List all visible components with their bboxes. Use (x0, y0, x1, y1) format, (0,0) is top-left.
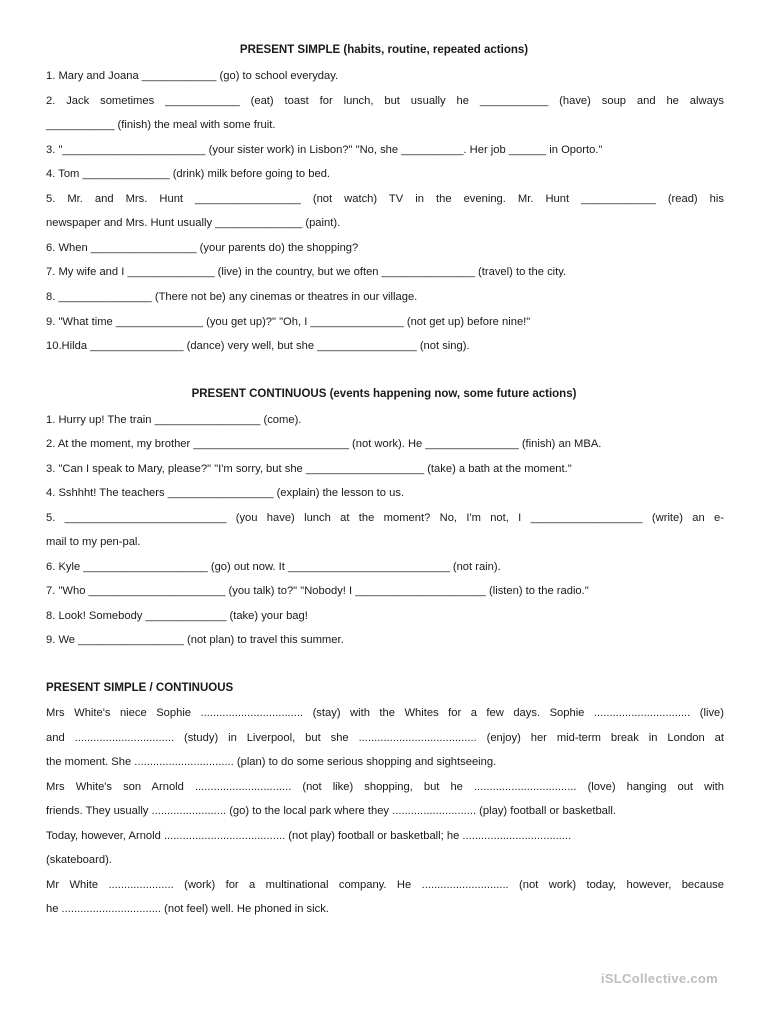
exercise-line: 5. Mr. and Mrs. Hunt _________________ (not watch) TV in the evening. Mr. Hunt ____________ (read) his (46, 193, 724, 205)
exercise-line: the moment. She ................................ (plan) to do some serious shopping and sightseeing. (46, 756, 497, 768)
exercise-line: 5. __________________________ (you have) lunch at the moment? No, I'm not, I __________________ (write) an e- (46, 512, 724, 524)
exercise-line: 2. At the moment, my brother _________________________ (not work). He _______________ (finish) an MBA. (46, 438, 602, 450)
exercise-line: 1. Hurry up! The train _________________ (come). (46, 414, 302, 426)
exercise-line: he ................................ (not feel) well. He phoned in sick. (46, 903, 329, 915)
exercise-line: newspaper and Mrs. Hunt usually ______________ (paint). (46, 217, 341, 229)
exercise-line: (skateboard). (46, 854, 112, 866)
watermark-footer: iSLCollective.com (600, 971, 718, 986)
exercise-line: Today, however, Arnold ....................................... (not play) football or basketball; he ................................... (46, 830, 572, 842)
exercise-line: ___________ (finish) the meal with some fruit. (46, 119, 276, 131)
exercise-line: 8. Look! Somebody _____________ (take) your bag! (46, 610, 308, 622)
exercise-line: 3. "Can I speak to Mary, please?" "I'm sorry, but she ___________________ (take) a bath at the moment." (46, 463, 572, 475)
exercise-line: 3. "_______________________ (your sister work) in Lisbon?" "No, she __________. Her job ______ in Oporto." (46, 144, 603, 156)
exercise-line: Mrs White's niece Sophie ................................. (stay) with the Whites for a few days. Sophie ............................... (live) (46, 707, 724, 719)
exercise-line: 1. Mary and Joana ____________ (go) to school everyday. (46, 70, 339, 82)
exercise-line: Mr White ..................... (work) for a multinational company. He ............................ (not work) today, however, because (46, 879, 724, 891)
exercise-line: friends. They usually ........................ (go) to the local park where they ........................... (play) football or basketball. (46, 805, 616, 817)
section-title-present-continuous: PRESENT CONTINUOUS (events happening now, some future actions) (191, 388, 577, 400)
exercise-line: 7. "Who ______________________ (you talk) to?" "Nobody! I _____________________ (listen) to the radio." (46, 585, 589, 597)
exercise-line: Mrs White's son Arnold ............................... (not like) shopping, but he ................................. (love) hanging out with (46, 781, 724, 793)
exercise-line: 4. Sshhht! The teachers _________________ (explain) the lesson to us. (46, 487, 405, 499)
section-title-simple-continuous: PRESENT SIMPLE / CONTINUOUS (46, 682, 234, 694)
exercise-line: and ................................ (study) in Liverpool, but she ...................................... (enjoy) her mid-term break in London at (46, 732, 724, 744)
exercise-line: mail to my pen-pal. (46, 536, 141, 548)
section-title-present-simple: PRESENT SIMPLE (habits, routine, repeated actions) (239, 44, 529, 56)
exercise-line: 6. Kyle ____________________ (go) out now. It __________________________ (not rain). (46, 561, 501, 573)
exercise-line: 10.Hilda _______________ (dance) very well, but she ________________ (not sing). (46, 340, 470, 352)
exercise-line: 7. My wife and I ______________ (live) in the country, but we often _______________ (travel) to the city. (46, 266, 567, 278)
exercise-line: 9. We _________________ (not plan) to travel this summer. (46, 634, 344, 646)
exercise-line: 8. _______________ (There not be) any cinemas or theatres in our village. (46, 291, 418, 303)
exercise-line: 6. When _________________ (your parents do) the shopping? (46, 242, 359, 254)
exercise-line: 9. "What time ______________ (you get up)?" "Oh, I _______________ (not get up) before nine!" (46, 316, 531, 328)
exercise-line: 4. Tom ______________ (drink) milk before going to bed. (46, 168, 331, 180)
exercise-line: 2. Jack sometimes ____________ (eat) toast for lunch, but usually he ___________ (have) soup and he always (46, 95, 724, 107)
